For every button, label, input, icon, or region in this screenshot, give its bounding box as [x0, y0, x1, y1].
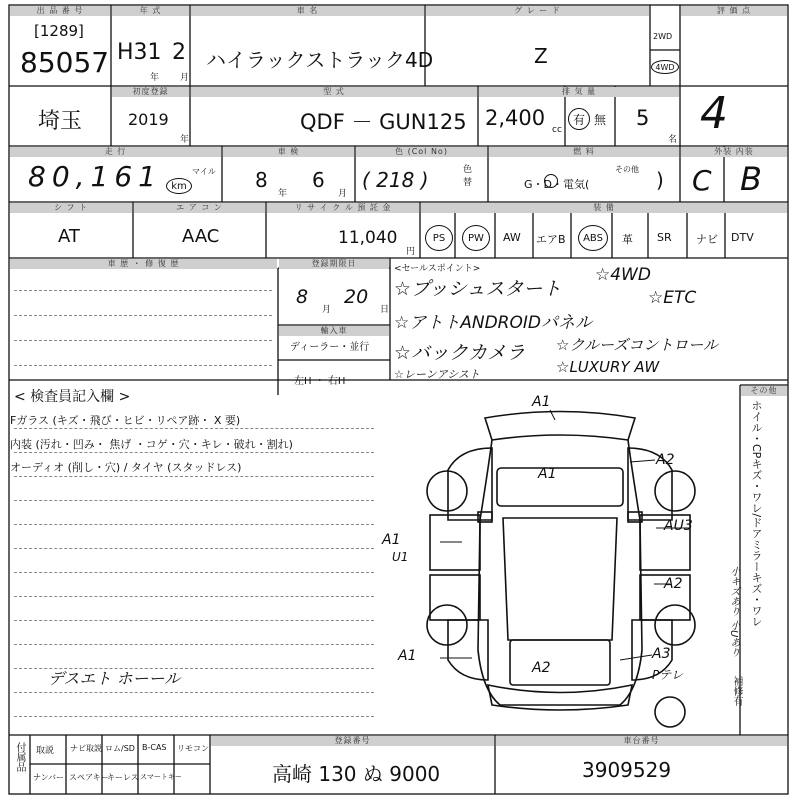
header-strip-import: 輸入車 — [279, 326, 389, 336]
sales-points-header: <セールスポイント> — [394, 264, 481, 274]
equip-airbag: エアB — [536, 233, 566, 246]
lot-bracket: [1289] — [34, 22, 84, 40]
footer-keyless: キーレス — [107, 773, 139, 782]
deadline-month-unit: 月 — [322, 305, 332, 315]
exterior-grade: C — [692, 164, 712, 197]
sales-point-android-panel: ☆アトトANDROIDパネル — [394, 313, 592, 333]
footer-navi-manual: ナビ取説 — [70, 744, 102, 753]
model-name: ハイラックストラック4D — [206, 48, 434, 72]
mark-rear: A2 — [532, 660, 551, 676]
footer-rom-sd: ロム/SD — [105, 744, 135, 753]
sales-point-etc: ☆ETC — [648, 288, 697, 308]
cc-unit: cc — [552, 125, 562, 135]
first-reg-year: 2019 — [128, 110, 169, 129]
sales-point-cruise-control: ☆クルーズコントロール — [556, 336, 718, 354]
inspection-handwritten-note: デスエト ホーール — [48, 669, 181, 688]
equip-dtv: DTV — [731, 231, 754, 244]
fuel-other-label: その他 — [615, 165, 639, 174]
header-strip-number: 登録番号 — [211, 736, 494, 746]
footer-bcas: B-CAS — [142, 743, 167, 752]
header-strip-ext-int: 外装 内装 — [681, 147, 787, 157]
side-label-wheel-mirror: ホイル・CPキズ・ワレ/ドアミラーキズ・ワレ — [750, 400, 763, 628]
dealer-parallel: ディーラー・並行 — [290, 342, 370, 353]
first-reg-year-unit: 年 — [180, 135, 190, 145]
deadline-day: 20 — [344, 286, 369, 308]
header-strip-year: 年 式 — [112, 6, 189, 16]
year-unit: 年 — [150, 73, 160, 83]
equip-sr: SR — [657, 231, 672, 244]
shaken-day: 6 — [312, 168, 325, 192]
footer-remote: リモコン — [177, 744, 209, 753]
deadline-day-unit: 日 — [380, 305, 390, 315]
mark-right-front-door: AU3 — [664, 518, 693, 534]
seats-unit: 名 — [668, 135, 678, 145]
equip-pw: PW — [462, 225, 490, 251]
header-strip-model-code: 型 式 — [191, 87, 477, 97]
sales-point-luxury-aw: ☆LUXURY AW — [556, 358, 660, 376]
model-code: QDF － GUN125 — [300, 110, 467, 134]
equip-ps: PS — [425, 225, 453, 251]
deadline-month: 8 — [296, 286, 309, 308]
header-strip-aircon: エ ア コ ン — [134, 203, 265, 213]
era-year: H31 — [117, 40, 162, 65]
aircon: AAC — [182, 226, 220, 247]
registration-plate: 高崎 130 ぬ 9000 — [272, 762, 441, 786]
region: 埼玉 — [38, 109, 83, 134]
header-strip-engine: 排 気 量 — [479, 87, 679, 97]
lot-number: 85057 — [20, 46, 110, 79]
shaken-month: 8 — [255, 168, 268, 192]
header-strip-shaken: 車 検 — [223, 147, 354, 157]
color-code: ( 218 ) — [362, 168, 429, 192]
header-strip-mileage: 走 行 — [10, 147, 221, 157]
reg-month: 2 — [172, 40, 186, 65]
header-strip-history: 車 歴 ・ 修 復 歴 — [10, 259, 277, 269]
footer-manual: 取説 — [36, 746, 55, 756]
transmission: AT — [58, 226, 80, 247]
footer-accessory-label: 付属品 — [14, 742, 25, 772]
none-option: 無 — [594, 113, 607, 127]
header-strip-shift: シ フ ト — [10, 203, 132, 213]
side-label-repaired: 補修有 — [731, 676, 742, 706]
recycle-fee: 11,040 — [338, 228, 398, 248]
footer-plate: ナンバー — [33, 773, 65, 782]
seats: 5 — [636, 106, 650, 130]
equip-aw: AW — [503, 231, 521, 244]
inspection-audio-tire: オーディオ (削し・穴) / タイヤ (スタッドレス) — [10, 461, 242, 474]
header-strip-first-reg: 初度登録 — [112, 87, 189, 97]
color-change-label: 色替 — [463, 165, 473, 188]
fuel-close: ) — [656, 168, 664, 192]
header-strip-score: 評 価 点 — [681, 6, 787, 16]
shaken-month-unit: 月 — [338, 189, 348, 199]
inspection-glass: Fガラス (キズ・飛び・ヒビ・リペア跡・ X 要) — [10, 414, 241, 427]
footer-smart-key: スマートキー — [140, 773, 182, 781]
sales-point-4wd: ☆4WD — [595, 265, 651, 285]
mark-left-front-door-u: U1 — [392, 550, 409, 564]
unit-mile: マイル — [192, 167, 216, 176]
displacement: 2,400 — [485, 106, 546, 130]
sales-point-back-camera: ☆バックカメラ — [394, 342, 526, 364]
mark-front-bumper: A1 — [532, 394, 551, 410]
recycle-yen: 円 — [406, 247, 416, 257]
header-strip-other: その他 — [741, 386, 787, 396]
mark-left-front-door: A1 — [382, 532, 401, 548]
header-strip-fuel: 燃 料 — [489, 147, 679, 157]
sales-point-push-start: ☆プッシュスタート — [394, 278, 562, 300]
equip-abs: ABS — [578, 225, 608, 251]
grade: Z — [534, 44, 548, 68]
header-strip-chassis: 車台番号 — [496, 736, 787, 746]
interior-grade: B — [740, 160, 762, 198]
header-strip-grade: グ レ ー ド — [426, 6, 649, 16]
mileage: 80,161 — [28, 160, 162, 193]
side-label-small-scratch: 小キズあり — [728, 566, 739, 616]
header-strip-recycle: リ サ イ ク ル 預 託 金 — [267, 203, 419, 213]
mark-hood: A1 — [538, 466, 557, 482]
drive-2wd: 2WD — [653, 32, 673, 41]
header-strip-date: 登録期限日 — [279, 259, 389, 269]
header-strip-lot: 出 品 番 号 — [10, 6, 110, 16]
fuel-options: G・D・電気( — [524, 178, 590, 191]
mark-right-rear-door: A2 — [664, 576, 683, 592]
equip-navi: ナビ — [696, 233, 718, 246]
footer-spare-key: スペアキー — [69, 773, 109, 782]
shaken-year-unit: 年 — [278, 189, 288, 199]
side-label-small-u: 小Uあり — [728, 620, 739, 658]
drive-4wd: 4WD — [651, 60, 679, 74]
unit-km: km — [166, 178, 192, 194]
inspection-interior: 内装 (汚れ・凹み・ 焦げ ・コゲ・穴・キレ・破れ・割れ) — [10, 438, 293, 451]
mark-left-rear: A1 — [398, 648, 417, 664]
sales-point-lane-assist: ☆レーンアシスト — [394, 368, 480, 381]
evaluation-score: 4 — [700, 88, 728, 139]
inspection-title: < 検査員記入欄 > — [14, 389, 131, 405]
has-option: 有 — [568, 108, 590, 130]
steering-side: 左H ・ 右H — [294, 376, 346, 387]
header-strip-color: 色 (Col No) — [356, 147, 487, 157]
mark-right-front-fender: A2 — [656, 452, 675, 468]
chassis-number: 3909529 — [582, 758, 672, 782]
mark-rear-right-note: Pテレ — [652, 668, 683, 682]
header-strip-equip: 装 備 — [421, 203, 787, 213]
month-unit: 月 — [180, 73, 190, 83]
header-strip-model: 車 名 — [191, 6, 424, 16]
mark-right-rear: A3 — [652, 646, 671, 662]
equip-leather: 革 — [622, 233, 633, 246]
